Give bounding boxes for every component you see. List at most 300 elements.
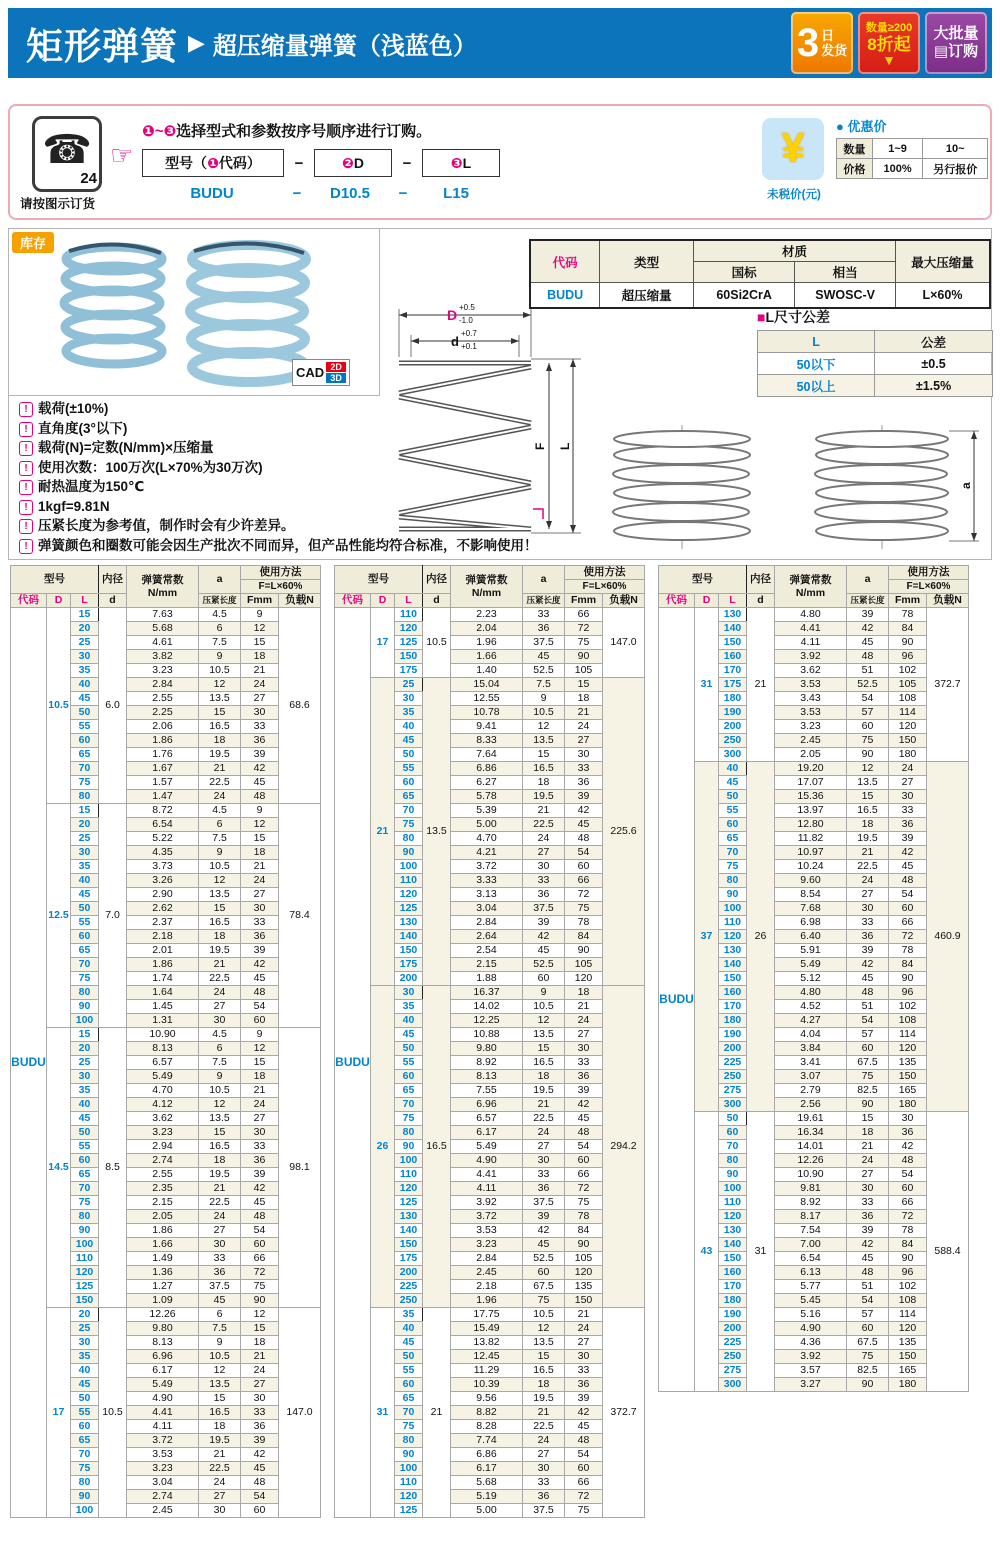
compressed-length-cell: 21	[199, 958, 241, 972]
compressed-length-cell: 10.5	[199, 1350, 241, 1364]
F-cell: 15	[241, 832, 279, 846]
rate-cell: 8.17	[775, 1210, 847, 1224]
compressed-length-cell: 10.5	[199, 664, 241, 678]
rate-cell: 14.02	[451, 1000, 523, 1014]
example-code: BUDU	[190, 185, 234, 202]
L-cell: 70	[71, 762, 99, 776]
compressed-length-cell: 6	[199, 1042, 241, 1056]
F-cell: 33	[565, 762, 603, 776]
rate-cell: 1.49	[127, 1252, 199, 1266]
material-col-equiv: 相当	[795, 262, 896, 283]
code-cell: BUDU	[659, 608, 695, 1392]
rate-cell: 9.81	[775, 1182, 847, 1196]
compressed-length-cell: 18	[199, 734, 241, 748]
F-cell: 84	[565, 1224, 603, 1238]
col-L: L	[719, 594, 747, 608]
compressed-length-cell: 15	[199, 1392, 241, 1406]
rate-cell: 7.00	[775, 1238, 847, 1252]
rate-cell: 2.18	[451, 1280, 523, 1294]
compressed-length-cell: 15	[199, 902, 241, 916]
F-cell: 135	[889, 1336, 927, 1350]
rate-cell: 3.07	[775, 1070, 847, 1084]
L-cell: 60	[71, 930, 99, 944]
L-cell: 70	[719, 1140, 747, 1154]
compressed-length-cell: 9	[199, 650, 241, 664]
L-cell: 75	[71, 1196, 99, 1210]
rate-cell: 17.07	[775, 776, 847, 790]
rate-cell: 4.21	[451, 846, 523, 860]
spec-row	[335, 1308, 645, 1322]
F-cell: 120	[889, 1042, 927, 1056]
compressed-length-cell: 13.5	[847, 776, 889, 790]
rate-cell: 12.80	[775, 818, 847, 832]
dim-D-tol-top: +0.5	[459, 303, 475, 312]
price-value-1: 100%	[872, 159, 923, 179]
rate-cell: 14.01	[775, 1140, 847, 1154]
L-cell: 100	[71, 1014, 99, 1028]
compressed-length-cell: 45	[523, 1238, 565, 1252]
F-cell: 36	[241, 930, 279, 944]
rate-cell: 2.04	[451, 622, 523, 636]
F-cell: 45	[241, 972, 279, 986]
compressed-length-cell: 22.5	[199, 1196, 241, 1210]
badge-3day-shipping	[791, 12, 853, 74]
rate-cell: 2.15	[127, 1196, 199, 1210]
rate-cell: 8.33	[451, 734, 523, 748]
rate-cell: 6.96	[451, 1098, 523, 1112]
rate-cell: 1.86	[127, 958, 199, 972]
rate-cell: 3.04	[127, 1476, 199, 1490]
col-compressed-length: 压紧长度	[199, 594, 241, 608]
rate-cell: 3.62	[775, 664, 847, 678]
spec-row	[335, 678, 645, 692]
compressed-length-cell: 33	[523, 608, 565, 622]
l-param-box: ❸L	[422, 149, 500, 177]
note-icon: !	[19, 500, 33, 515]
d-cell: 10.5	[423, 608, 451, 678]
col-model: 型号	[659, 566, 747, 594]
spec-row	[11, 608, 321, 622]
rate-cell: 8.13	[451, 1070, 523, 1084]
compressed-length-cell: 19.5	[199, 748, 241, 762]
d-cell: 8.5	[99, 1028, 127, 1308]
compressed-length-cell: 37.5	[199, 1280, 241, 1294]
L-cell: 160	[719, 1266, 747, 1280]
F-cell: 90	[889, 1252, 927, 1266]
rate-cell: 5.68	[127, 622, 199, 636]
L-cell: 100	[395, 1154, 423, 1168]
F-cell: 78	[889, 944, 927, 958]
load-cell: 460.9	[927, 762, 969, 1112]
F-cell: 75	[565, 1196, 603, 1210]
F-cell: 30	[241, 706, 279, 720]
L-cell: 130	[395, 1210, 423, 1224]
F-cell: 60	[565, 860, 603, 874]
F-cell: 105	[565, 1252, 603, 1266]
compressed-length-cell: 21	[523, 1406, 565, 1420]
material-col-type: 类型	[600, 240, 694, 283]
compressed-length-cell: 21	[847, 846, 889, 860]
L-cell: 35	[71, 664, 99, 678]
rate-cell: 5.49	[127, 1378, 199, 1392]
F-cell: 180	[889, 1378, 927, 1392]
F-cell: 96	[889, 986, 927, 1000]
rate-cell: 8.28	[451, 1420, 523, 1434]
compressed-length-cell: 19.5	[523, 1084, 565, 1098]
F-cell: 24	[565, 1322, 603, 1336]
L-cell: 50	[395, 1042, 423, 1056]
L-cell: 140	[395, 930, 423, 944]
F-cell: 30	[565, 1350, 603, 1364]
L-cell: 45	[71, 692, 99, 706]
L-cell: 100	[395, 1462, 423, 1476]
compressed-length-cell: 75	[847, 1070, 889, 1084]
F-cell: 39	[241, 1434, 279, 1448]
compressed-length-cell: 33	[523, 1476, 565, 1490]
spec-table-header	[11, 566, 321, 608]
L-cell: 20	[71, 818, 99, 832]
F-cell: 42	[241, 1448, 279, 1462]
F-cell: 84	[889, 958, 927, 972]
L-cell: 140	[719, 1238, 747, 1252]
L-cell: 75	[395, 1420, 423, 1434]
F-cell: 150	[889, 1350, 927, 1364]
rate-cell: 4.11	[127, 1420, 199, 1434]
rate-cell: 2.06	[127, 720, 199, 734]
note-icon: !	[19, 519, 33, 534]
L-cell: 130	[719, 608, 747, 622]
L-cell: 40	[71, 874, 99, 888]
rate-cell: 12.55	[451, 692, 523, 706]
rate-cell: 1.27	[127, 1280, 199, 1294]
compressed-length-cell: 37.5	[523, 902, 565, 916]
rate-cell: 3.23	[775, 720, 847, 734]
compressed-length-cell: 90	[847, 1098, 889, 1112]
L-cell: 65	[719, 832, 747, 846]
compressed-length-cell: 33	[199, 1252, 241, 1266]
F-cell: 9	[241, 608, 279, 622]
col-L: L	[395, 594, 423, 608]
F-cell: 135	[565, 1280, 603, 1294]
L-cell: 20	[71, 1042, 99, 1056]
compressed-length-cell: 12	[847, 762, 889, 776]
F-cell: 45	[241, 1462, 279, 1476]
compressed-length-cell: 4.5	[199, 1028, 241, 1042]
compressed-length-cell: 27	[847, 1168, 889, 1182]
L-cell: 50	[71, 1392, 99, 1406]
rate-cell: 1.31	[127, 1014, 199, 1028]
F-cell: 66	[241, 1252, 279, 1266]
compressed-length-cell: 13.5	[523, 1336, 565, 1350]
F-cell: 48	[241, 986, 279, 1000]
F-cell: 165	[889, 1084, 927, 1098]
F-cell: 105	[565, 958, 603, 972]
rate-cell: 6.57	[127, 1056, 199, 1070]
badge-bulk-label: 大批量	[933, 25, 979, 42]
spec-table-body	[335, 608, 645, 1518]
D-cell: 14.5	[47, 1028, 71, 1308]
L-cell: 40	[719, 762, 747, 776]
header-badges	[791, 12, 987, 74]
rate-cell: 2.84	[127, 678, 199, 692]
F-cell: 48	[889, 1154, 927, 1168]
d-cell: 13.5	[423, 678, 451, 986]
cad-label: CAD	[296, 365, 325, 380]
L-cell: 125	[395, 636, 423, 650]
F-cell: 27	[889, 776, 927, 790]
rate-cell: 1.76	[127, 748, 199, 762]
L-cell: 250	[719, 1070, 747, 1084]
compressed-length-cell: 60	[523, 1266, 565, 1280]
load-cell: 68.6	[279, 608, 321, 804]
rate-cell: 2.54	[451, 944, 523, 958]
rate-cell: 6.40	[775, 930, 847, 944]
L-cell: 80	[395, 832, 423, 846]
spec-table-header	[335, 566, 645, 608]
rate-cell: 9.80	[451, 1042, 523, 1056]
L-cell: 40	[395, 720, 423, 734]
L-cell: 35	[395, 706, 423, 720]
F-cell: 150	[889, 1070, 927, 1084]
compressed-length-cell: 7.5	[199, 636, 241, 650]
compressed-length-cell: 18	[199, 1420, 241, 1434]
rate-cell: 3.62	[127, 1112, 199, 1126]
rate-cell: 5.78	[451, 790, 523, 804]
rate-cell: 10.97	[775, 846, 847, 860]
rate-cell: 1.86	[127, 734, 199, 748]
rate-cell: 12.26	[775, 1154, 847, 1168]
rate-cell: 6.96	[127, 1350, 199, 1364]
F-cell: 18	[241, 650, 279, 664]
L-cell: 30	[71, 846, 99, 860]
col-load: 负载N	[927, 594, 969, 608]
rate-cell: 2.55	[127, 692, 199, 706]
F-cell: 39	[241, 748, 279, 762]
L-cell: 130	[395, 916, 423, 930]
d-cell: 21	[423, 1308, 451, 1518]
L-cell: 90	[395, 846, 423, 860]
L-cell: 75	[71, 1462, 99, 1476]
note-item	[19, 516, 739, 536]
material-max-value: L×60%	[895, 283, 990, 309]
F-cell: 60	[889, 902, 927, 916]
L-cell: 125	[395, 1504, 423, 1518]
L-cell: 80	[395, 1126, 423, 1140]
compressed-length-cell: 42	[847, 1238, 889, 1252]
compressed-length-cell: 24	[199, 986, 241, 1000]
compressed-length-cell: 54	[847, 1294, 889, 1308]
note-icon: !	[19, 441, 33, 456]
compressed-length-cell: 21	[523, 1098, 565, 1112]
L-cell: 60	[395, 1070, 423, 1084]
rate-cell: 7.68	[775, 902, 847, 916]
F-cell: 39	[565, 1392, 603, 1406]
product-photo	[9, 229, 380, 396]
D-cell: 31	[695, 608, 719, 762]
compressed-length-cell: 67.5	[847, 1336, 889, 1350]
rate-cell: 3.57	[775, 1364, 847, 1378]
price-table	[836, 138, 988, 179]
compressed-length-cell: 7.5	[199, 832, 241, 846]
steps-text: 选择型式和参数按序号顺序进行订购。	[176, 123, 432, 140]
F-cell: 42	[241, 1182, 279, 1196]
rate-cell: 2.90	[127, 888, 199, 902]
rate-cell: 10.39	[451, 1378, 523, 1392]
compressed-length-cell: 15	[523, 1042, 565, 1056]
rate-cell: 5.00	[451, 1504, 523, 1518]
compressed-length-cell: 22.5	[523, 1112, 565, 1126]
L-cell: 20	[71, 622, 99, 636]
L-cell: 40	[71, 1364, 99, 1378]
L-cell: 80	[71, 1210, 99, 1224]
rate-cell: 2.64	[451, 930, 523, 944]
L-cell: 170	[719, 1280, 747, 1294]
L-cell: 50	[71, 706, 99, 720]
rate-cell: 17.75	[451, 1308, 523, 1322]
load-cell: 98.1	[279, 1028, 321, 1308]
note-item	[19, 399, 739, 419]
compressed-length-cell: 22.5	[199, 972, 241, 986]
L-cell: 80	[395, 1434, 423, 1448]
compressed-length-cell: 16.5	[199, 916, 241, 930]
L-cell: 55	[719, 804, 747, 818]
compressed-length-cell: 30	[199, 1504, 241, 1518]
compressed-length-cell: 12	[523, 1014, 565, 1028]
rate-cell: 6.17	[451, 1126, 523, 1140]
compressed-length-cell: 24	[199, 1476, 241, 1490]
compressed-length-cell: 16.5	[199, 720, 241, 734]
rate-cell: 1.66	[127, 1238, 199, 1252]
F-cell: 66	[565, 874, 603, 888]
rate-cell: 8.13	[127, 1336, 199, 1350]
F-cell: 33	[889, 804, 927, 818]
price-value-2: 另行报价	[923, 159, 988, 179]
compressed-length-cell: 12	[523, 1322, 565, 1336]
L-cell: 120	[71, 1266, 99, 1280]
spec-row	[335, 608, 645, 622]
F-cell: 66	[889, 1196, 927, 1210]
rate-cell: 3.27	[775, 1378, 847, 1392]
note-text: 使用次数：100万次(L×70%为30万次)	[38, 459, 263, 475]
L-cell: 40	[395, 1014, 423, 1028]
rate-cell: 2.79	[775, 1084, 847, 1098]
L-cell: 25	[71, 832, 99, 846]
compressed-length-cell: 39	[847, 1224, 889, 1238]
L-cell: 50	[71, 1126, 99, 1140]
compressed-length-cell: 18	[847, 1126, 889, 1140]
rate-cell: 4.52	[775, 1000, 847, 1014]
F-cell: 120	[889, 720, 927, 734]
spec-tables-row	[10, 565, 992, 1518]
compressed-length-cell: 10.5	[523, 1308, 565, 1322]
rate-cell: 6.27	[451, 776, 523, 790]
tol-value-2: ±1.5%	[875, 375, 993, 397]
F-cell: 60	[241, 1238, 279, 1252]
rate-cell: 2.18	[127, 930, 199, 944]
compressed-length-cell: 15	[523, 1350, 565, 1364]
rate-cell: 2.15	[451, 958, 523, 972]
L-cell: 35	[71, 1350, 99, 1364]
rate-cell: 12.25	[451, 1014, 523, 1028]
compressed-length-cell: 30	[199, 1014, 241, 1028]
col-F: Fmm	[565, 594, 603, 608]
F-cell: 72	[565, 1490, 603, 1504]
F-cell: 42	[241, 958, 279, 972]
L-cell: 130	[719, 1224, 747, 1238]
L-cell: 50	[395, 748, 423, 762]
compressed-length-cell: 90	[847, 748, 889, 762]
rate-cell: 1.74	[127, 972, 199, 986]
F-cell: 27	[241, 1112, 279, 1126]
col-D: D	[695, 594, 719, 608]
L-cell: 75	[71, 972, 99, 986]
rate-cell: 6.86	[451, 762, 523, 776]
dim-D-tol-bot: -1.0	[459, 316, 473, 325]
compressed-length-cell: 19.5	[199, 1168, 241, 1182]
compressed-length-cell: 90	[847, 1378, 889, 1392]
F-cell: 72	[565, 888, 603, 902]
L-cell: 30	[395, 692, 423, 706]
F-cell: 42	[565, 1098, 603, 1112]
rate-cell: 1.88	[451, 972, 523, 986]
compressed-length-cell: 7.5	[523, 678, 565, 692]
rate-cell: 3.73	[127, 860, 199, 874]
rate-cell: 3.53	[451, 1224, 523, 1238]
F-cell: 75	[565, 902, 603, 916]
note-text: 载荷(N)=定数(N/mm)×压缩量	[38, 440, 214, 455]
rate-cell: 1.96	[451, 1294, 523, 1308]
F-cell: 90	[241, 1294, 279, 1308]
note-text: 压紧长度为参考值，制作时会有少许差异。	[38, 518, 295, 533]
badge-3day-ship: 发货	[821, 43, 848, 58]
rate-cell: 8.82	[451, 1406, 523, 1420]
L-cell: 180	[719, 692, 747, 706]
stock-badge: 库存	[12, 232, 54, 253]
compressed-length-cell: 54	[847, 1014, 889, 1028]
F-cell: 12	[241, 1308, 279, 1322]
F-cell: 45	[565, 1112, 603, 1126]
L-cell: 60	[395, 1378, 423, 1392]
L-cell: 225	[719, 1056, 747, 1070]
compressed-length-cell: 9	[199, 846, 241, 860]
L-cell: 200	[719, 1322, 747, 1336]
rate-cell: 1.96	[451, 636, 523, 650]
rate-cell: 3.43	[775, 692, 847, 706]
rate-cell: 2.55	[127, 1168, 199, 1182]
rate-cell: 2.45	[775, 734, 847, 748]
L-cell: 60	[395, 776, 423, 790]
col-model: 型号	[335, 566, 423, 594]
col-D: D	[371, 594, 395, 608]
F-cell: 45	[241, 776, 279, 790]
L-cell: 120	[395, 1182, 423, 1196]
L-cell: 35	[71, 860, 99, 874]
L-cell: 125	[71, 1280, 99, 1294]
price-title: ● 优惠价	[836, 119, 887, 134]
rate-cell: 5.49	[127, 1070, 199, 1084]
rate-cell: 2.05	[127, 1210, 199, 1224]
rate-cell: 5.77	[775, 1280, 847, 1294]
L-cell: 90	[395, 1448, 423, 1462]
rate-cell: 13.82	[451, 1336, 523, 1350]
F-cell: 150	[889, 734, 927, 748]
F-cell: 84	[889, 622, 927, 636]
F-cell: 36	[241, 1420, 279, 1434]
compressed-length-cell: 22.5	[847, 860, 889, 874]
F-cell: 30	[565, 748, 603, 762]
compressed-length-cell: 12	[199, 1364, 241, 1378]
rate-cell: 5.49	[451, 1140, 523, 1154]
